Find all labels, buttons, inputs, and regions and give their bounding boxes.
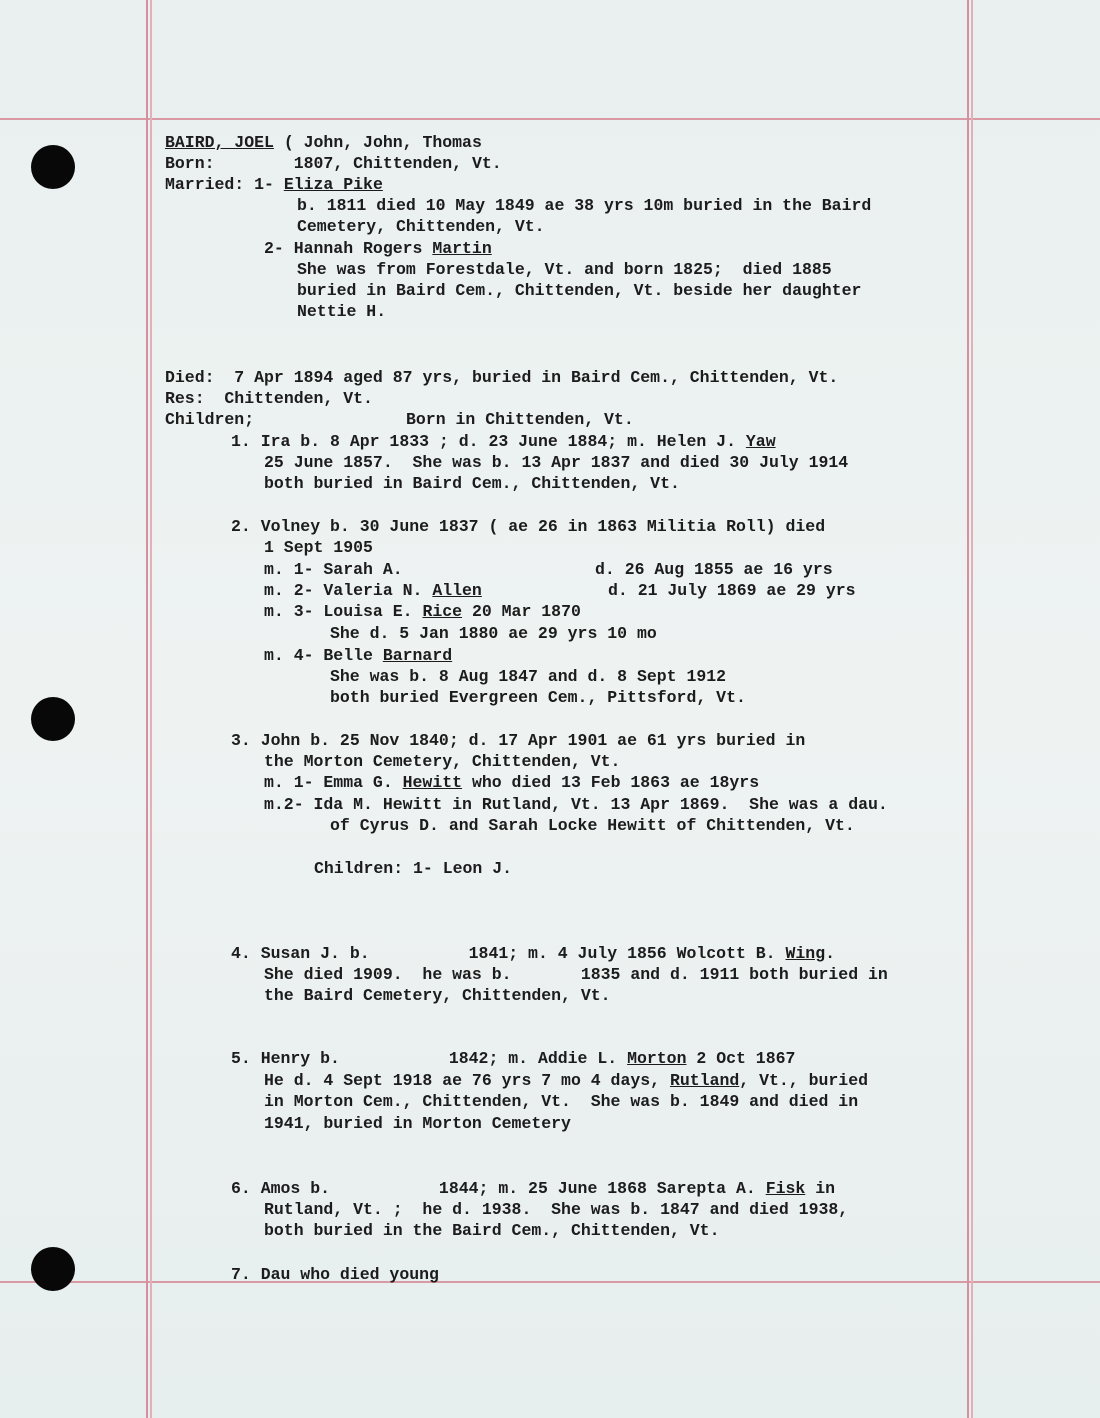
child-2-marriage-3: m. 3- Louisa E. Rice 20 Mar 1870	[264, 602, 581, 621]
child-6-line-3: both buried in the Baird Cem., Chittenden, Vt.	[264, 1221, 720, 1240]
child-3-children: Children: 1- Leon J.	[314, 859, 513, 878]
child-2-line-2: 1 Sept 1905	[264, 538, 373, 557]
married-2-line: 2- Hannah Rogers Martin	[264, 239, 492, 258]
child-5-line-3: in Morton Cem., Chittenden, Vt. She was b. 1849 and died in	[264, 1092, 859, 1111]
married-1-detail-2: Cemetery, Chittenden, Vt.	[297, 217, 545, 236]
record-heading: BAIRD, JOEL ( John, John, Thomas	[165, 133, 482, 152]
child-3-marriage-2: m.2- Ida M. Hewitt in Rutland, Vt. 13 Apr 1869. She was a dau.	[264, 795, 888, 814]
child-3-marriage-1: m. 1- Emma G. Hewitt who died 13 Feb 1863 ae 18yrs	[264, 773, 760, 792]
child-4-line-3: the Baird Cemetery, Chittenden, Vt.	[264, 986, 611, 1005]
child-6-line-1: 6. Amos b. 1844; m. 25 June 1868 Sarepta A. Fisk in	[231, 1179, 836, 1198]
child-1-line-2: 25 June 1857. She was b. 13 Apr 1837 and died 30 July 1914	[264, 453, 849, 472]
child-2-marriage-2: m. 2- Valeria N. Allen	[264, 581, 482, 600]
child-4-line-2: She died 1909. he was b. 1835 and d. 1911 both buried in	[264, 965, 888, 984]
child-2-marriage-2-death: d. 21 July 1869 ae 29 yrs	[608, 581, 856, 600]
married-2-detail-3: Nettie H.	[297, 302, 387, 321]
child-2-marriage-3-detail: She d. 5 Jan 1880 ae 29 yrs 10 mo	[330, 624, 657, 643]
child-6-line-2: Rutland, Vt. ; he d. 1938. She was b. 1847 and died 1938,	[264, 1200, 849, 1219]
married-1-detail: b. 1811 died 10 May 1849 ae 38 yrs 10m buried in the Baird	[297, 196, 872, 215]
married-1-line: Married: 1- Eliza Pike	[165, 175, 383, 194]
children-label: Children;	[165, 410, 255, 429]
child-5-line-1: 5. Henry b. 1842; m. Addie L. Morton 2 Oct 1867	[231, 1049, 796, 1068]
residence-line: Res: Chittenden, Vt.	[165, 389, 373, 408]
child-5-line-2: He d. 4 Sept 1918 ae 76 yrs 7 mo 4 days, Rutland, Vt., buried	[264, 1071, 869, 1090]
child-3-line-1: 3. John b. 25 Nov 1840; d. 17 Apr 1901 ae 61 yrs buried in	[231, 731, 806, 750]
child-2-marriage-4: m. 4- Belle Barnard	[264, 646, 453, 665]
born-line: Born: 1807, Chittenden, Vt.	[165, 154, 502, 173]
head-name: BAIRD, JOEL	[165, 133, 274, 152]
children-born-note: Born in Chittenden, Vt.	[406, 410, 634, 429]
child-1-line-3: both buried in Baird Cem., Chittenden, Vt.	[264, 474, 680, 493]
married-2-detail: She was from Forestdale, Vt. and born 1825; died 1885	[297, 260, 832, 279]
child-7-line-1: 7. Dau who died young	[231, 1265, 439, 1284]
child-2-marriage-1-death: d. 26 Aug 1855 ae 16 yrs	[595, 560, 833, 579]
child-2-marriage-4-detail-2: both buried Evergreen Cem., Pittsford, Vt.	[330, 688, 746, 707]
child-5-line-4: 1941, buried in Morton Cemetery	[264, 1114, 571, 1133]
child-4-line-1: 4. Susan J. b. 1841; m. 4 July 1856 Wolcott B. Wing.	[231, 944, 836, 963]
child-2-marriage-4-detail: She was b. 8 Aug 1847 and d. 8 Sept 1912	[330, 667, 727, 686]
married-2-detail-2: buried in Baird Cem., Chittenden, Vt. beside her daughter	[297, 281, 862, 300]
child-3-marriage-2-detail: of Cyrus D. and Sarah Locke Hewitt of Chittenden, Vt.	[330, 816, 855, 835]
died-line: Died: 7 Apr 1894 aged 87 yrs, buried in Baird Cem., Chittenden, Vt.	[165, 368, 839, 387]
child-2-line-1: 2. Volney b. 30 June 1837 ( ae 26 in 1863 Militia Roll) died	[231, 517, 826, 536]
child-2-marriage-1: m. 1- Sarah A.	[264, 560, 403, 579]
child-1-line-1: 1. Ira b. 8 Apr 1833 ; d. 23 June 1884; m. Helen J. Yaw	[231, 432, 776, 451]
child-3-line-2: the Morton Cemetery, Chittenden, Vt.	[264, 752, 621, 771]
